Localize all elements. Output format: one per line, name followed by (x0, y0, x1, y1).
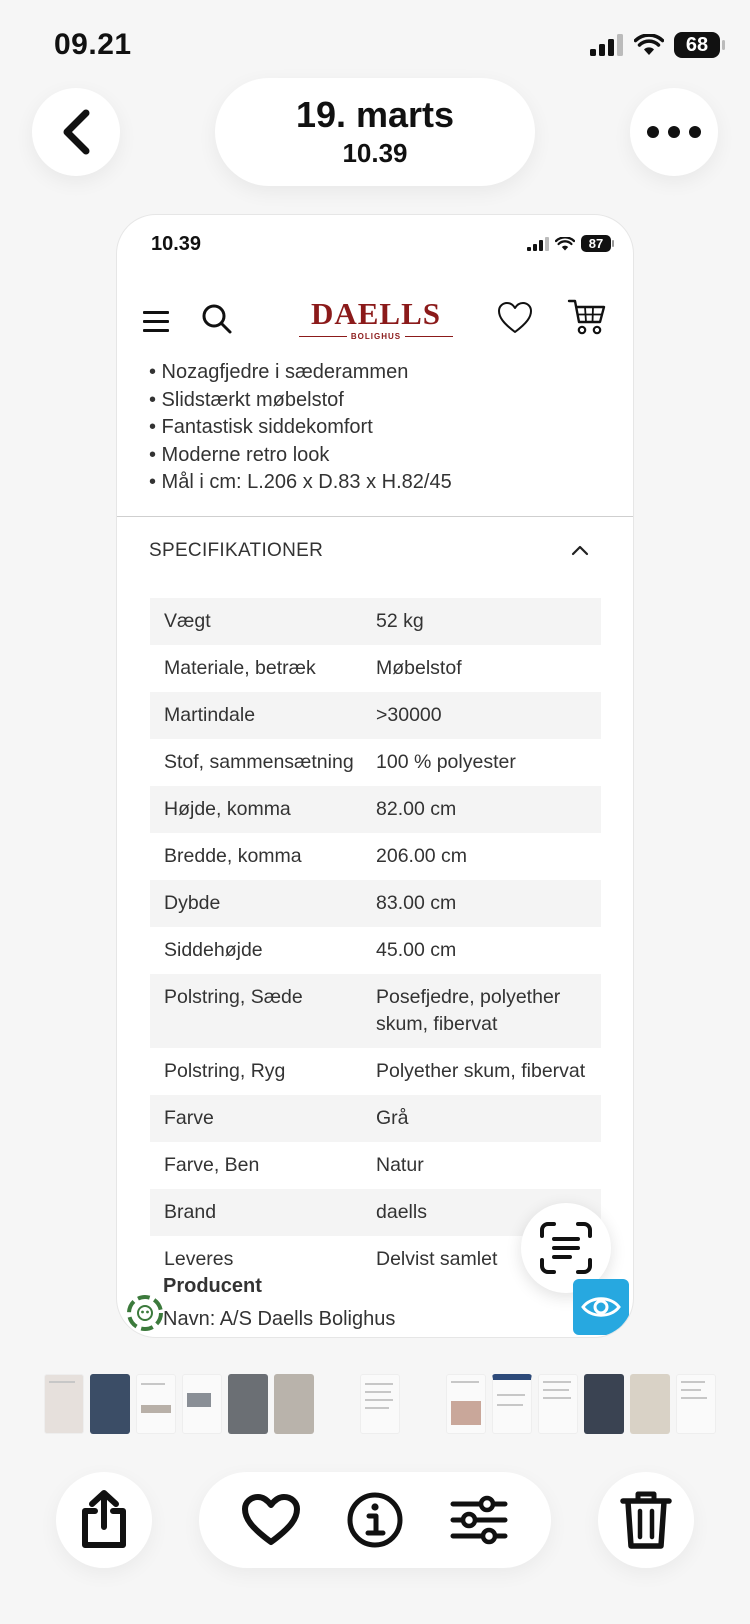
logo-subtitle: BOLIGHUS (350, 332, 402, 341)
inner-status-time: 10.39 (151, 233, 202, 255)
spec-key: Højde, komma (164, 798, 291, 820)
inner-status-icons (527, 235, 611, 252)
specifications-title: SPECIFIKATIONER (149, 540, 324, 561)
spec-row (150, 1095, 601, 1142)
thumbnail[interactable] (136, 1374, 176, 1434)
spec-key: Dybde (164, 892, 221, 914)
spec-row (150, 880, 601, 927)
cart-icon[interactable] (567, 297, 607, 337)
thumbnail[interactable] (44, 1374, 84, 1434)
inner-battery-indicator: 87 (581, 235, 611, 252)
status-bar (0, 0, 750, 90)
spec-value: 45.00 cm (376, 939, 457, 961)
status-icons (590, 32, 720, 58)
more-button[interactable] (630, 88, 718, 176)
back-button[interactable] (32, 88, 120, 176)
spec-value: 206.00 cm (376, 845, 468, 867)
wifi-icon (634, 34, 664, 56)
spec-row (150, 1142, 601, 1189)
wishlist-heart-icon[interactable] (497, 301, 533, 335)
photo-actions-group (199, 1472, 551, 1568)
spec-value: Posefjedre, polyether skum, fibervat (376, 986, 561, 1035)
date-pill (215, 78, 535, 186)
thumbnail[interactable] (182, 1374, 222, 1434)
spec-key: Vægt (164, 610, 211, 632)
spec-row (150, 1048, 601, 1095)
spec-row (150, 692, 601, 739)
spec-value: 100 % polyester (376, 751, 516, 773)
share-button[interactable] (56, 1472, 152, 1568)
spec-value: 82.00 cm (376, 798, 457, 820)
status-time: 09.21 (54, 28, 132, 61)
date-time: 10.39 (342, 138, 408, 168)
spec-value: Natur (376, 1154, 424, 1176)
logo-wordmark: DAELLS (310, 296, 442, 331)
spec-value: daells (376, 1201, 427, 1223)
inner-status-bar (117, 215, 633, 275)
thumbnail[interactable] (446, 1374, 486, 1434)
thumbnail-spacer (320, 1374, 354, 1434)
thumbnail[interactable] (538, 1374, 578, 1434)
eye-icon (581, 1294, 621, 1320)
spec-row (150, 786, 601, 833)
spec-key: Siddehøjde (164, 939, 263, 961)
feature-list (149, 359, 609, 497)
more-dots-icon (646, 125, 702, 139)
cellular-signal-icon (527, 237, 549, 251)
spec-value: Polyether skum, fibervat (376, 1060, 586, 1082)
spec-value: Grå (376, 1107, 409, 1129)
spec-key: Polstring, Sæde (164, 986, 303, 1008)
spec-key: Materiale, betræk (164, 657, 316, 679)
thumbnail[interactable] (676, 1374, 716, 1434)
date-title: 19. marts (295, 94, 455, 135)
spec-row (150, 927, 601, 974)
thumbnail[interactable] (274, 1374, 314, 1434)
chevron-left-icon (59, 109, 93, 155)
feature-item: • Moderne retro look (149, 443, 330, 466)
site-header (117, 287, 633, 367)
thumbnail[interactable] (492, 1374, 532, 1434)
screenshot-preview[interactable] (116, 214, 634, 1338)
spec-row (150, 833, 601, 880)
spec-row (150, 598, 601, 645)
share-icon (77, 1489, 131, 1551)
cookie-consent-icon[interactable] (125, 1293, 165, 1333)
spec-value: >30000 (376, 704, 442, 726)
feature-item: • Nozagfjedre i sæderammen (149, 361, 409, 383)
thumbnail[interactable] (90, 1374, 130, 1434)
search-icon[interactable] (201, 303, 233, 335)
feature-item: • Fantastisk siddekomfort (149, 416, 373, 438)
battery-indicator: 68 (674, 32, 720, 58)
menu-icon[interactable] (143, 311, 169, 333)
spec-value: 83.00 cm (376, 892, 457, 914)
spec-key: Leveres (164, 1248, 234, 1270)
wifi-icon (555, 237, 575, 251)
thumbnail[interactable] (360, 1374, 400, 1434)
info-icon[interactable] (346, 1491, 404, 1549)
adjust-icon[interactable] (449, 1494, 509, 1546)
delete-button[interactable] (598, 1472, 694, 1568)
producer-title: Producent (163, 1275, 262, 1297)
feature-item: • Mål i cm: L.206 x D.83 x H.82/45 (149, 471, 452, 493)
spec-value: Delvist samlet (376, 1248, 498, 1270)
producer-name: Navn: A/S Daells Bolighus (163, 1308, 396, 1330)
producer-section (163, 1275, 395, 1331)
spec-key: Stof, sammensætning (164, 751, 354, 773)
spec-row (150, 645, 601, 692)
spec-value: Møbelstof (376, 657, 462, 679)
text-scan-icon (538, 1220, 594, 1276)
section-divider (117, 516, 633, 517)
specifications-toggle[interactable] (149, 540, 589, 570)
site-logo[interactable] (299, 297, 453, 341)
feature-item: • Slidstærkt møbelstof (149, 388, 344, 411)
spec-key: Farve (164, 1107, 214, 1129)
spec-key: Martindale (164, 704, 256, 726)
spec-value: 52 kg (376, 610, 424, 632)
chevron-up-icon (571, 544, 589, 556)
specifications-table (150, 598, 601, 1283)
spec-row (150, 739, 601, 786)
accessibility-badge[interactable] (573, 1279, 629, 1335)
thumbnail[interactable] (584, 1374, 624, 1434)
thumbnail-strip[interactable] (44, 1374, 716, 1434)
heart-icon[interactable] (241, 1493, 301, 1547)
thumbnail[interactable] (630, 1374, 670, 1434)
spec-key: Polstring, Ryg (164, 1060, 286, 1082)
thumbnail[interactable] (228, 1374, 268, 1434)
spec-row (150, 974, 601, 1048)
thumbnail-spacer (406, 1374, 440, 1434)
trash-icon (620, 1489, 672, 1551)
cellular-signal-icon (590, 34, 624, 56)
logo-subline (299, 332, 453, 341)
spec-key: Brand (164, 1201, 217, 1223)
spec-key: Bredde, komma (164, 845, 302, 867)
spec-key: Farve, Ben (164, 1154, 260, 1176)
